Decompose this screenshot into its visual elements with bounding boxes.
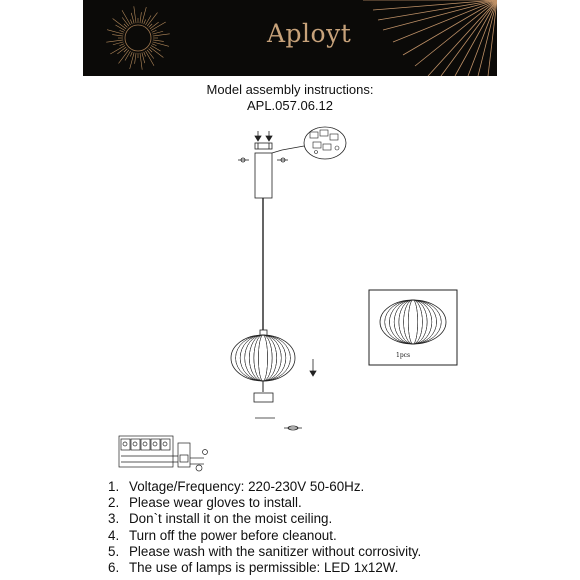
parts-quantity: 1pcs (396, 352, 411, 359)
instruction-item: 2. Please wear gloves to install. (108, 495, 302, 511)
page-title: Model assembly instructions: (206, 82, 374, 97)
instruction-item: 5. Please wash with the sanitizer without corrosivity. (108, 543, 422, 559)
instructions-list (108, 479, 421, 576)
instruction-item: 4. Turn off the power before cleanout. (108, 527, 337, 543)
screw-icon (255, 131, 272, 149)
instruction-item: 1. Voltage/Frequency: 220-230V 50-60Hz. (108, 479, 365, 494)
lamp-shade (231, 335, 295, 381)
terminal-block-icon (119, 436, 208, 471)
instruction-item: 6. The use of lamps is permissible: LED 1x12W. (108, 560, 399, 576)
instruction-item: 3. Don`t install it on the moist ceiling. (108, 511, 333, 527)
parts-shade (380, 300, 446, 344)
model-number: APL.057.06.12 (246, 98, 334, 113)
arrow-down-icon (310, 359, 316, 376)
brand-logo-text: Aployt (267, 19, 352, 48)
